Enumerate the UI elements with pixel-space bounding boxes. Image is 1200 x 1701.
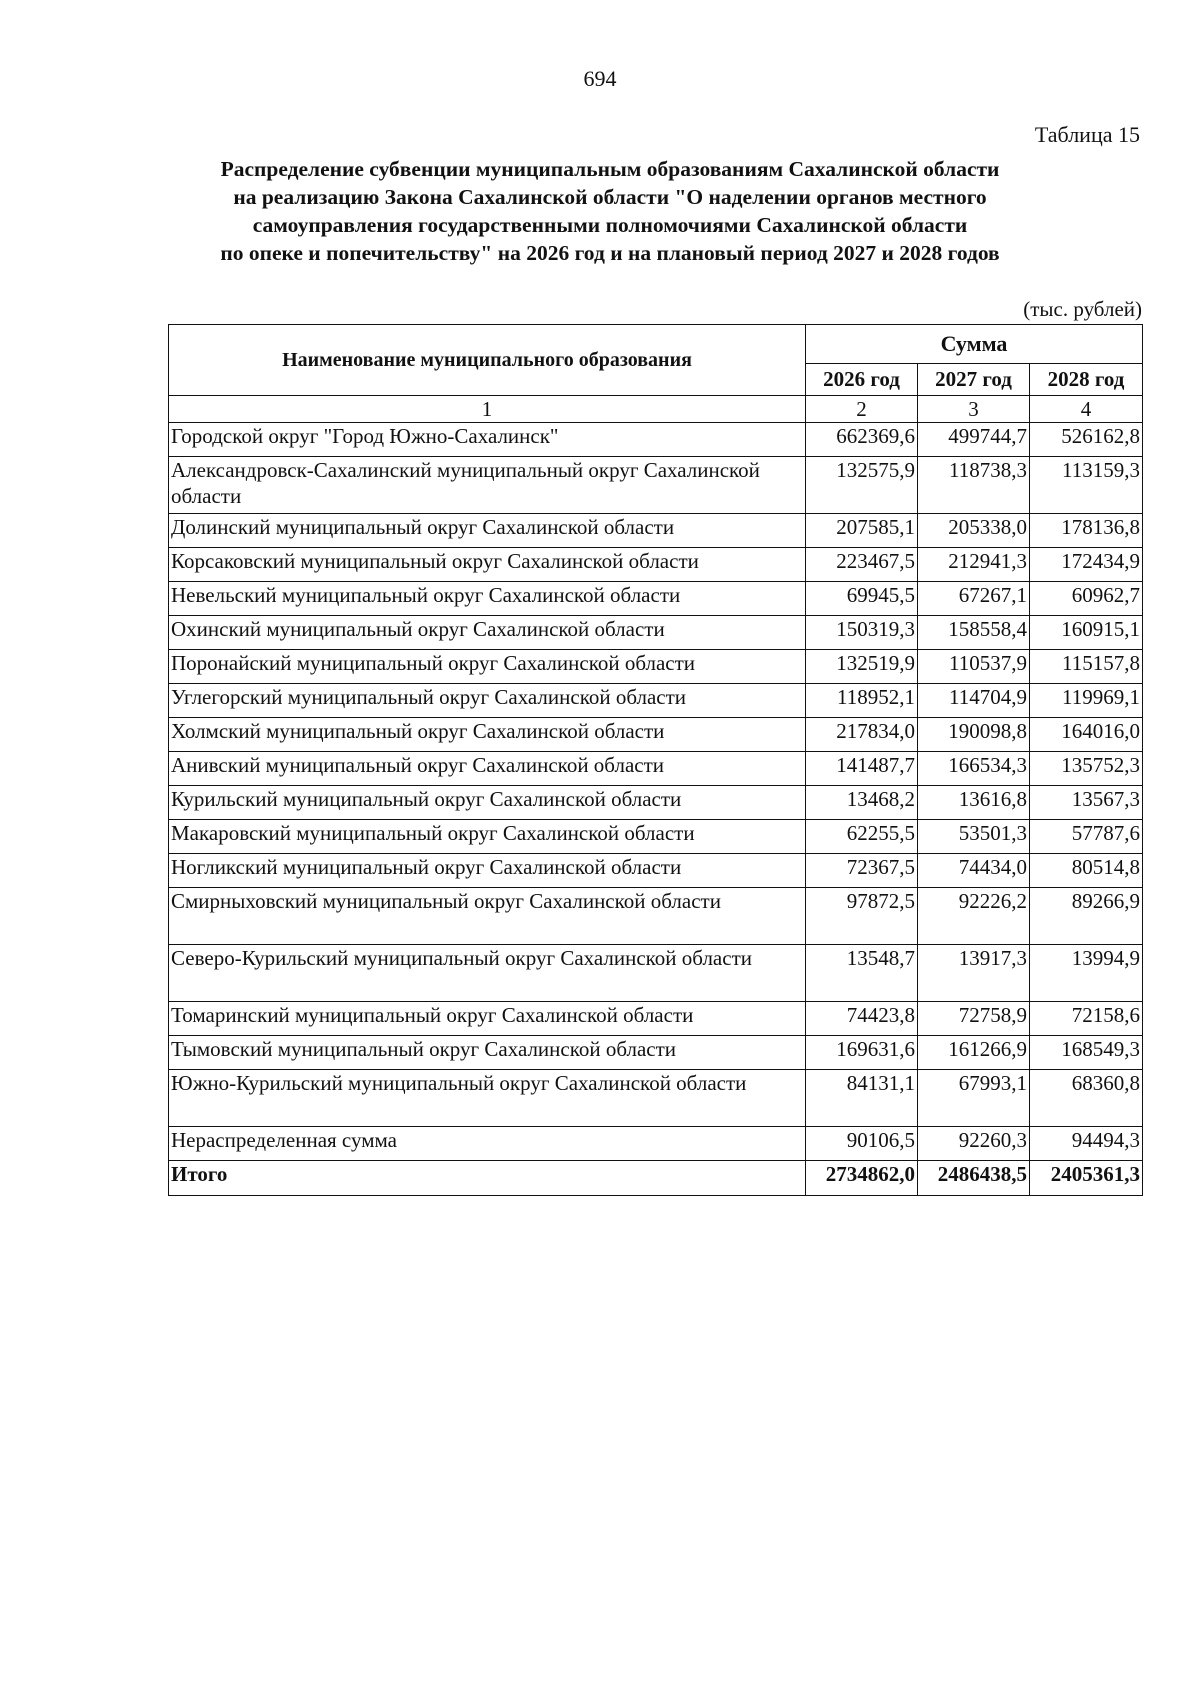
title-line: на реализацию Закона Сахалинской области "О наделении органов местного xyxy=(233,185,987,209)
value-2027: 2486438,5 xyxy=(918,1161,1030,1196)
value-2028: 113159,3 xyxy=(1030,457,1143,514)
value-2028: 72158,6 xyxy=(1030,1002,1143,1036)
value-2027: 205338,0 xyxy=(918,514,1030,548)
municipality-name: Охинский муниципальный округ Сахалинской области xyxy=(169,616,806,650)
table-body xyxy=(169,396,1143,1196)
table-row xyxy=(169,1002,1143,1036)
value-2027: 67267,1 xyxy=(918,582,1030,616)
value-2026: 132575,9 xyxy=(806,457,918,514)
value-2027: 212941,3 xyxy=(918,548,1030,582)
table-row xyxy=(169,423,1143,457)
value-2026: 662369,6 xyxy=(806,423,918,457)
table-label: Таблица 15 xyxy=(1034,122,1140,147)
total-row xyxy=(169,1161,1143,1196)
value-2026: 90106,5 xyxy=(806,1127,918,1161)
table-row xyxy=(169,786,1143,820)
value-2027: 161266,9 xyxy=(918,1036,1030,1070)
value-2028: 172434,9 xyxy=(1030,548,1143,582)
value-2026: 69945,5 xyxy=(806,582,918,616)
municipality-name: Холмский муниципальный округ Сахалинской области xyxy=(169,718,806,752)
value-2026: 141487,7 xyxy=(806,752,918,786)
header-year-2027: 2027 год xyxy=(918,363,1030,395)
municipality-name: Курильский муниципальный округ Сахалинской области xyxy=(169,786,806,820)
value-2028: 526162,8 xyxy=(1030,423,1143,457)
value-2027: 110537,9 xyxy=(918,650,1030,684)
value-2027: 13917,3 xyxy=(918,945,1030,1002)
value-2028: 80514,8 xyxy=(1030,854,1143,888)
value-2028: 13567,3 xyxy=(1030,786,1143,820)
value-2028: 60962,7 xyxy=(1030,582,1143,616)
page-number: 694 xyxy=(583,66,617,91)
value-2026: 97872,5 xyxy=(806,888,918,945)
municipality-name: Ногликский муниципальный округ Сахалинской области xyxy=(169,854,806,888)
value-2026: 169631,6 xyxy=(806,1036,918,1070)
table-row xyxy=(169,582,1143,616)
value-2026: 2734862,0 xyxy=(806,1161,918,1196)
value-2028: 135752,3 xyxy=(1030,752,1143,786)
value-2028: 94494,3 xyxy=(1030,1127,1143,1161)
value-2026: 84131,1 xyxy=(806,1070,918,1127)
value-2027: 158558,4 xyxy=(918,616,1030,650)
value-2028: 119969,1 xyxy=(1030,684,1143,718)
column-numbers-row xyxy=(169,396,1143,423)
column-number: 4 xyxy=(1030,396,1143,423)
value-2027: 72758,9 xyxy=(918,1002,1030,1036)
municipality-name: Городской округ "Город Южно-Сахалинск" xyxy=(169,423,806,457)
header-sum: Сумма xyxy=(806,325,1143,364)
table-row xyxy=(169,1127,1143,1161)
table-row xyxy=(169,1070,1143,1127)
table-row xyxy=(169,514,1143,548)
value-2028: 89266,9 xyxy=(1030,888,1143,945)
column-number: 1 xyxy=(169,396,806,423)
value-2027: 92260,3 xyxy=(918,1127,1030,1161)
municipality-name: Александровск-Сахалинский муниципальный округ Сахалинской области xyxy=(169,457,806,514)
value-2028: 168549,3 xyxy=(1030,1036,1143,1070)
document-title xyxy=(150,155,1070,267)
municipality-name: Северо-Курильский муниципальный округ Сахалинской области xyxy=(169,945,806,1002)
header-municipality-name: Наименование муниципального образования xyxy=(169,325,806,396)
table-row xyxy=(169,752,1143,786)
table-row xyxy=(169,616,1143,650)
table-row xyxy=(169,457,1143,514)
table-row xyxy=(169,718,1143,752)
value-2028: 160915,1 xyxy=(1030,616,1143,650)
value-2027: 53501,3 xyxy=(918,820,1030,854)
units-label: (тыс. рублей) xyxy=(1023,297,1142,321)
value-2027: 114704,9 xyxy=(918,684,1030,718)
header-year-2028: 2028 год xyxy=(1030,363,1143,395)
value-2027: 13616,8 xyxy=(918,786,1030,820)
column-number: 2 xyxy=(806,396,918,423)
table-row xyxy=(169,888,1143,945)
value-2028: 2405361,3 xyxy=(1030,1161,1143,1196)
title-line: самоуправления государственными полномочиями Сахалинской области xyxy=(252,213,968,237)
municipality-name: Тымовский муниципальный округ Сахалинской области xyxy=(169,1036,806,1070)
subvention-table xyxy=(168,324,1143,1196)
value-2028: 13994,9 xyxy=(1030,945,1143,1002)
value-2028: 164016,0 xyxy=(1030,718,1143,752)
table-row xyxy=(169,548,1143,582)
value-2028: 178136,8 xyxy=(1030,514,1143,548)
value-2027: 92226,2 xyxy=(918,888,1030,945)
value-2026: 13548,7 xyxy=(806,945,918,1002)
municipality-name: Смирныховский муниципальный округ Сахалинской области xyxy=(169,888,806,945)
municipality-name: Южно-Курильский муниципальный округ Сахалинской области xyxy=(169,1070,806,1127)
value-2026: 132519,9 xyxy=(806,650,918,684)
municipality-name: Корсаковский муниципальный округ Сахалинской области xyxy=(169,548,806,582)
municipality-name: Томаринский муниципальный округ Сахалинской области xyxy=(169,1002,806,1036)
table-row xyxy=(169,1036,1143,1070)
value-2027: 190098,8 xyxy=(918,718,1030,752)
municipality-name: Поронайский муниципальный округ Сахалинской области xyxy=(169,650,806,684)
value-2027: 118738,3 xyxy=(918,457,1030,514)
value-2026: 223467,5 xyxy=(806,548,918,582)
value-2028: 115157,8 xyxy=(1030,650,1143,684)
value-2026: 72367,5 xyxy=(806,854,918,888)
value-2026: 13468,2 xyxy=(806,786,918,820)
value-2026: 150319,3 xyxy=(806,616,918,650)
table-row xyxy=(169,854,1143,888)
table-row xyxy=(169,684,1143,718)
value-2026: 207585,1 xyxy=(806,514,918,548)
value-2026: 118952,1 xyxy=(806,684,918,718)
municipality-name: Невельский муниципальный округ Сахалинской области xyxy=(169,582,806,616)
header-year-2026: 2026 год xyxy=(806,363,918,395)
table-row xyxy=(169,820,1143,854)
title-line: по опеке и попечительству" на 2026 год и на плановый период 2027 и 2028 годов xyxy=(220,241,1000,265)
municipality-name: Макаровский муниципальный округ Сахалинской области xyxy=(169,820,806,854)
value-2028: 57787,6 xyxy=(1030,820,1143,854)
table-row xyxy=(169,945,1143,1002)
value-2026: 74423,8 xyxy=(806,1002,918,1036)
value-2028: 68360,8 xyxy=(1030,1070,1143,1127)
value-2026: 62255,5 xyxy=(806,820,918,854)
municipality-name: Нераспределенная сумма xyxy=(169,1127,806,1161)
table-row xyxy=(169,650,1143,684)
title-line: Распределение субвенции муниципальным образованиям Сахалинской области xyxy=(220,157,1000,181)
value-2027: 166534,3 xyxy=(918,752,1030,786)
municipality-name: Долинский муниципальный округ Сахалинской области xyxy=(169,514,806,548)
municipality-name: Итого xyxy=(169,1161,806,1196)
value-2027: 499744,7 xyxy=(918,423,1030,457)
value-2027: 67993,1 xyxy=(918,1070,1030,1127)
municipality-name: Углегорский муниципальный округ Сахалинской области xyxy=(169,684,806,718)
column-number: 3 xyxy=(918,396,1030,423)
value-2026: 217834,0 xyxy=(806,718,918,752)
municipality-name: Анивский муниципальный округ Сахалинской области xyxy=(169,752,806,786)
value-2027: 74434,0 xyxy=(918,854,1030,888)
